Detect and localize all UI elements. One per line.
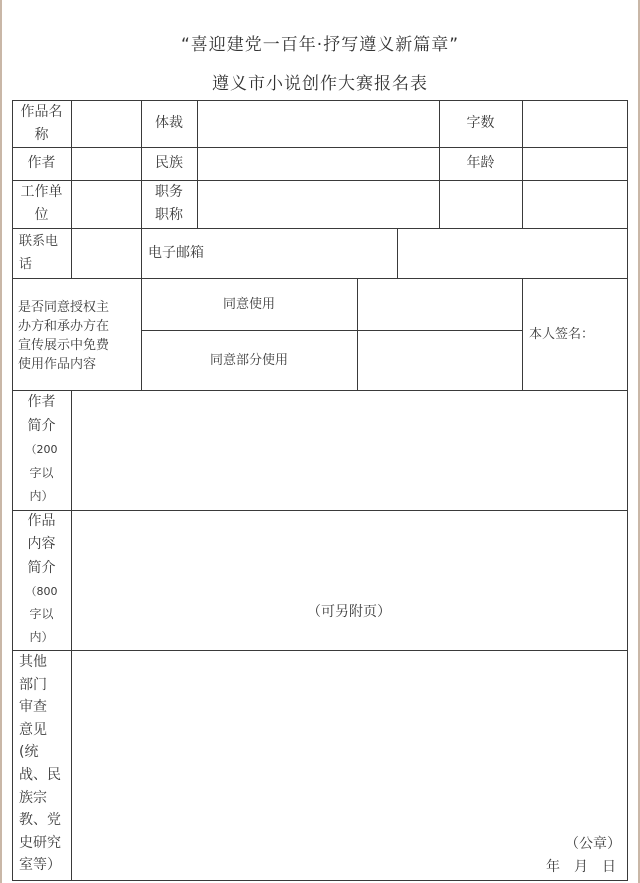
label-ethnicity: 民族 <box>155 155 183 171</box>
label-position: 职务 职称 <box>155 184 183 223</box>
attach-note: （可另附页） <box>307 604 391 620</box>
label-phone: 联系电 话 <box>19 234 59 272</box>
seal-text: （公章） <box>565 836 621 852</box>
label-author-bio: 作者 简介 （200 字以 内） <box>25 394 58 503</box>
label-email: 电子邮箱 <box>148 245 204 261</box>
label-work-name: 作品名 称 <box>20 104 63 143</box>
page-frame-left <box>0 0 2 883</box>
label-work-summary: 作品 内容 简介 （800 字以 内） <box>25 513 58 645</box>
label-review: 其他 部门 审查 意见 (统 战、民 族宗 教、党 史研究 室等） <box>19 654 61 874</box>
label-word-count: 字数 <box>466 115 495 131</box>
page-title: “喜迎建党一百年·抒写遵义新篇章” <box>180 35 460 55</box>
date-text: 年 月 日 <box>546 859 616 875</box>
option-agree-all: 同意使用 <box>222 297 275 312</box>
option-agree-partial: 同意部分使用 <box>209 353 288 368</box>
form-title: 遵义市小说创作大赛报名表 <box>212 74 428 94</box>
label-age: 年龄 <box>466 155 495 171</box>
label-signature: 本人签名： <box>529 327 595 342</box>
label-author: 作者 <box>27 155 56 171</box>
label-workplace: 工作单 位 <box>20 184 63 223</box>
label-authorization: 是否同意授权主 办方和承办方在 宣传展示中免费 使用作品内容 <box>18 300 110 372</box>
label-genre: 体裁 <box>155 115 183 131</box>
